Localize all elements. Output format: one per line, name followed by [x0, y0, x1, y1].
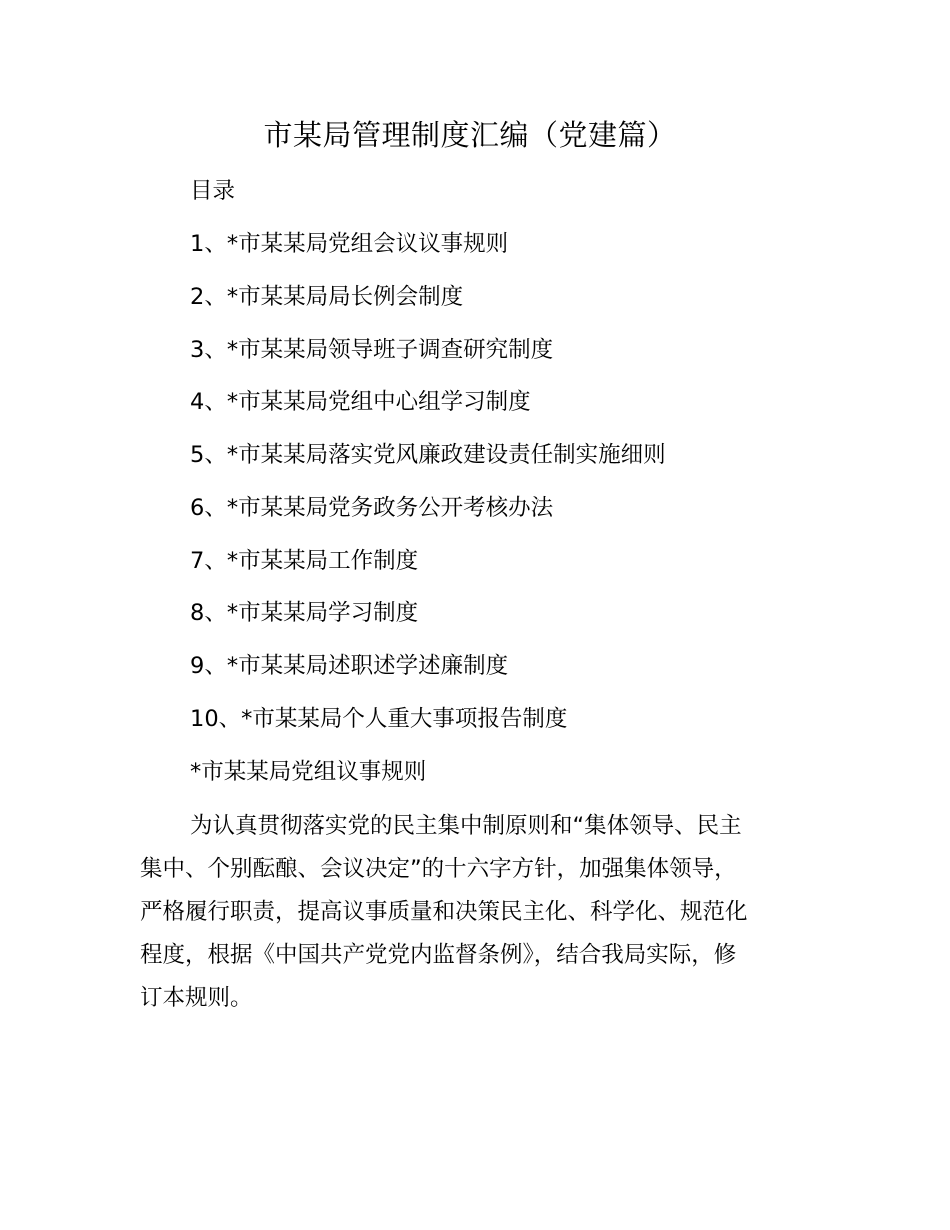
paragraph-line: 程度，根据《中国共产党党内监督条例》，结合我局实际，修 [140, 942, 737, 968]
document-title: 市某局管理制度汇编（党建篇） [263, 118, 677, 152]
paragraph-line: 严格履行职责，提高议事质量和决策民主化、科学化、规范化 [140, 899, 748, 925]
toc-item: 1、*市某某局党组会议议事规则 [190, 231, 509, 257]
toc-item: 7、*市某某局工作制度 [190, 548, 419, 574]
toc-item: 9、*市某某局述职述学述廉制度 [190, 653, 509, 679]
paragraph-line: 为认真贯彻落实党的民主集中制原则和“集体领导、民主 [190, 813, 742, 839]
body-paragraph [140, 808, 820, 1023]
toc-item: 4、*市某某局党组中心组学习制度 [190, 389, 531, 415]
toc-item: 10、*市某某局个人重大事项报告制度 [190, 706, 568, 732]
toc-item: 8、*市某某局学习制度 [190, 600, 419, 626]
toc-item: 3、*市某某局领导班子调查研究制度 [190, 337, 554, 363]
toc-item: 6、*市某某局党务政务公开考核办法 [190, 495, 554, 521]
toc-heading: 目录 [190, 178, 236, 204]
paragraph-line: 订本规则。 [140, 985, 253, 1011]
toc-item: 2、*市某某局局长例会制度 [190, 284, 464, 310]
toc-item: 5、*市某某局落实党风廉政建设责任制实施细则 [190, 442, 666, 468]
paragraph-line: 集中、个别酝酿、会议决定”的十六字方针，加强集体领导， [140, 856, 737, 882]
section-heading: *市某某局党组议事规则 [190, 759, 427, 785]
